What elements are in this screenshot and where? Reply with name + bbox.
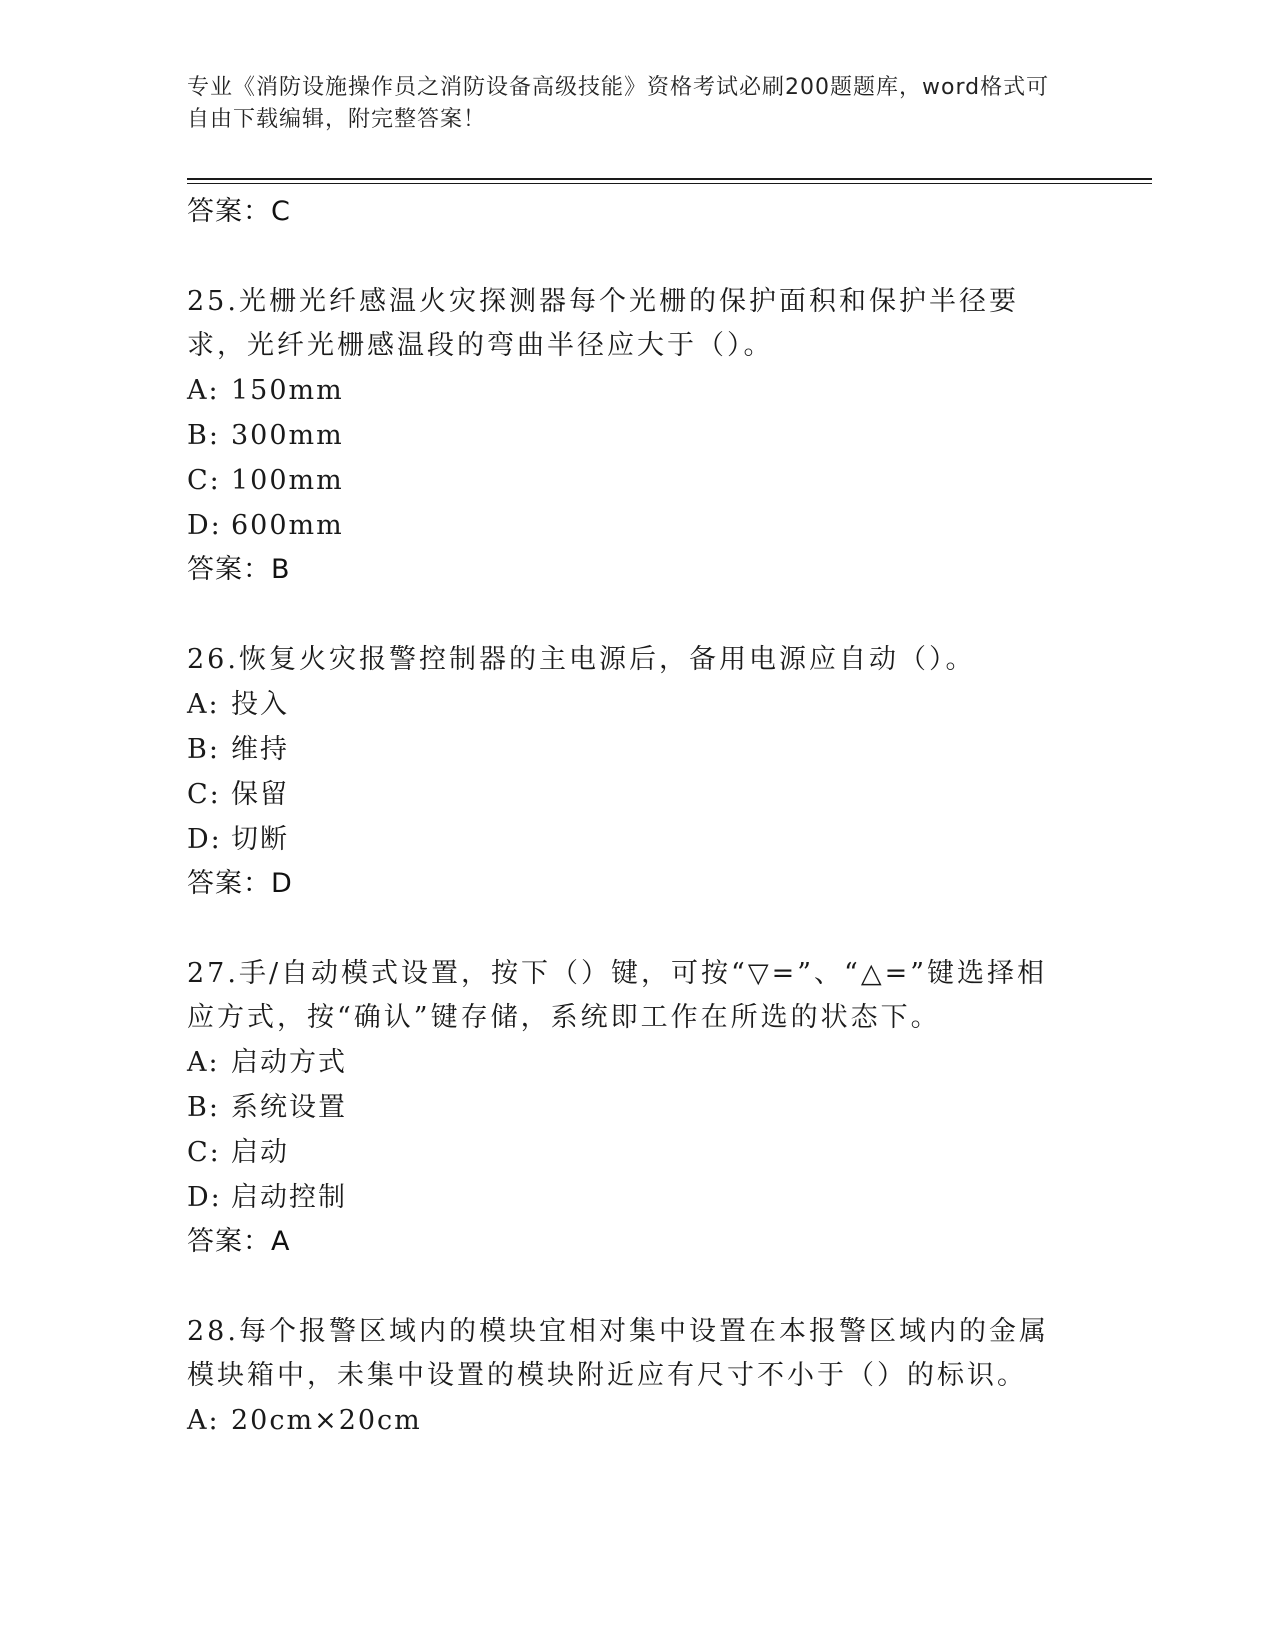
question-text: 25.光栅光纤感温火灾探测器每个光栅的保护面积和保护半径要求，光纤光栅感温段的弯曲半径应大于（）。 (187, 286, 1019, 361)
option-text: 维持 (231, 734, 289, 765)
question-text: 26.恢复火灾报警控制器的主电源后，备用电源应自动（）。 (187, 644, 976, 675)
option-text: 切断 (231, 824, 289, 855)
option-text: 600mm (231, 510, 344, 541)
answer-line: 答案：A (187, 1226, 291, 1257)
option-a (187, 368, 1087, 413)
option-c (187, 772, 1087, 817)
answer-line: 答案：C (187, 196, 291, 227)
header-rule-thick (187, 178, 1152, 180)
option-text: 300mm (231, 420, 344, 451)
option-a (187, 682, 1087, 727)
option-b (187, 1085, 1087, 1130)
option-text: 20cm×20cm (231, 1405, 422, 1436)
option-letter: A: (187, 689, 220, 720)
option-text: 100mm (231, 465, 344, 496)
option-letter: A: (187, 375, 220, 406)
option-text: 系统设置 (231, 1092, 347, 1123)
answer-line: 答案：D (187, 868, 293, 899)
option-d (187, 1175, 1087, 1220)
question-list (187, 190, 1087, 1443)
question-text: 28.每个报警区域内的模块宜相对集中设置在本报警区域内的金属模块箱中，未集中设置的模块附近应有尺寸不小于（）的标识。 (187, 1316, 1049, 1391)
option-d (187, 817, 1087, 862)
option-text: 启动方式 (231, 1047, 347, 1078)
header-rule-thin (187, 183, 1152, 184)
option-letter: B: (187, 420, 220, 451)
question-text: 27.手/自动模式设置，按下（）键，可按“▽=”、“△=”键选择相应方式，按“确认”键存储，系统即工作在所选的状态下。 (187, 958, 1048, 1033)
option-text: 保留 (231, 779, 289, 810)
option-text: 启动控制 (231, 1182, 347, 1213)
question-25 (187, 280, 1087, 592)
option-letter: B: (187, 1092, 220, 1123)
option-a (187, 1398, 1087, 1443)
document-header: 专业《消防设施操作员之消防设备高级技能》资格考试必刷200题题库，word格式可自由下载编辑，附完整答案！ (187, 75, 1050, 132)
option-letter: A: (187, 1047, 220, 1078)
option-letter: D: (187, 510, 222, 541)
option-d (187, 503, 1087, 548)
option-text: 150mm (231, 375, 344, 406)
option-letter: C: (187, 1137, 221, 1168)
answer-line: 答案：B (187, 554, 291, 585)
option-letter: D: (187, 1182, 222, 1213)
option-b (187, 727, 1087, 772)
question-28 (187, 1310, 1087, 1443)
option-letter: C: (187, 779, 221, 810)
option-text: 启动 (231, 1137, 289, 1168)
option-text: 投入 (231, 689, 289, 720)
option-c (187, 458, 1087, 503)
option-letter: C: (187, 465, 221, 496)
option-letter: A: (187, 1405, 220, 1436)
option-c (187, 1130, 1087, 1175)
option-letter: B: (187, 734, 220, 765)
option-a (187, 1040, 1087, 1085)
option-b (187, 413, 1087, 458)
question-26 (187, 638, 1087, 906)
question-27 (187, 952, 1087, 1264)
option-letter: D: (187, 824, 222, 855)
